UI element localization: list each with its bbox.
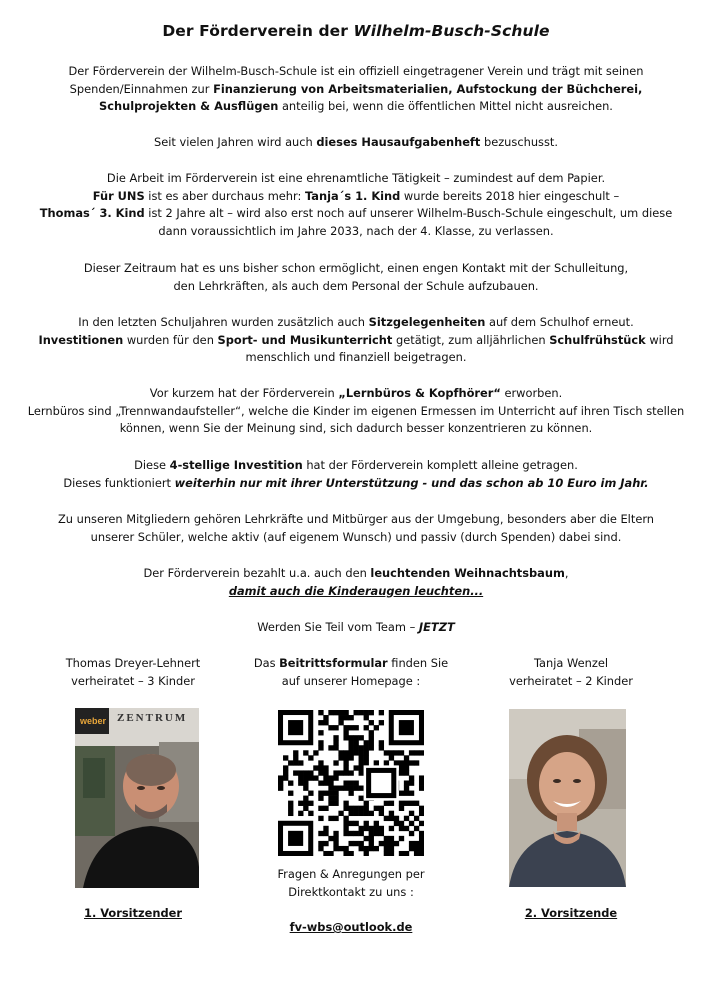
lernbueros-text: Vor kurzem hat der Förderverein <box>149 386 339 400</box>
intro-paragraph <box>24 63 688 116</box>
investments-bold-sport: Sport- und Musikunterricht <box>217 332 393 347</box>
tree-text: Der Förderverein bezahlt u.a. auch den <box>143 566 371 580</box>
right-person-status: verheiratet – 2 Kinder <box>509 673 633 688</box>
volunteer-paragraph <box>24 170 688 240</box>
left-person-photo <box>75 708 199 888</box>
right-person-role <box>478 905 664 923</box>
investment-bold: 4-stellige Investition <box>169 458 303 472</box>
investment-support-bold: weiterhin nur mit ihrer Unterstützung - und das schon ab 10 Euro im Jahr. <box>174 475 649 490</box>
contact-paragraph <box>24 260 688 295</box>
members-line-1: Zu unseren Mitgliedern gehören Lehrkräfte und Mitbürger aus der Umgebung, besonders aber die Eltern <box>57 512 655 526</box>
volunteer-text-3: ist 2 Jahre alt – wird also erst noch auf unserer Wilhelm-Busch-Schule eingeschult, um diese dann voraussichtlich im Jahre 2033, nach der 4. Klasse, zu verlassen. <box>144 206 673 238</box>
homework-paragraph <box>24 134 688 152</box>
join-text: Werden Sie Teil vom Team – <box>257 620 419 634</box>
title-text: Der Förderverein der <box>162 22 354 40</box>
investments-bold-seats: Sitzgelegenheiten <box>368 315 486 329</box>
intro-bold: Finanzierung von Arbeitsmaterialien, Aufstockung der Büchcherei, Schulprojekten & Ausflügen <box>99 81 643 113</box>
investments-text-2: auf dem Schulhof erneut. <box>485 315 634 329</box>
right-person-role-text: 2. Vorsitzende <box>524 906 618 920</box>
right-person-info <box>478 655 664 690</box>
intro-text-end: anteilig bei, wenn die öffentlichen Mittel nicht ausreichen. <box>278 99 613 113</box>
volunteer-bold-uns: Für UNS <box>92 188 145 203</box>
members-paragraph <box>24 511 688 546</box>
left-photo-sign-weber: weber <box>80 716 107 726</box>
tree-underlined: damit auch die Kinderaugen leuchten... <box>228 583 484 598</box>
investments-bold: Investitionen <box>38 332 124 347</box>
investments-paragraph <box>24 314 688 367</box>
lernbueros-bold: „Lernbüros & Kopfhörer“ <box>338 386 501 400</box>
investment-paragraph <box>24 457 688 492</box>
volunteer-bold-thomas: Thomas´ 3. Kind <box>39 206 145 220</box>
tree-bold: leuchtenden Weihnachtsbaum <box>370 566 565 580</box>
page-title <box>0 22 712 40</box>
homework-text-end: bezuschusst. <box>480 135 558 149</box>
investments-text-3: wurden für den <box>123 332 218 347</box>
investments-bold-breakfast: Schulfrühstück <box>549 332 646 347</box>
lernbueros-description: Lernbüros sind „Trennwandaufsteller“, welche die Kinder im eigenen Ermessen im Unterricht auf ihren Tisch stellen können, wenn Sie der Meinung sind, sich dadurch besser konzentrieren zu können. <box>27 403 685 435</box>
homework-text: Seit vielen Jahren wird auch <box>154 135 317 149</box>
email-link[interactable]: fv-wbs@outlook.de <box>289 920 413 934</box>
center-email <box>240 919 462 937</box>
tree-comma: , <box>564 566 569 580</box>
left-person-name: Thomas Dreyer-Lehnert <box>65 656 201 670</box>
left-person-role <box>40 905 226 923</box>
contact-line-2: den Lehrkräften, als auch dem Personal der Schule aufzubauen. <box>173 278 539 293</box>
left-person-photo-image <box>75 708 199 888</box>
investment-text: Diese <box>134 458 170 472</box>
center-questions-line-1: Fragen & Anregungen per <box>277 867 425 881</box>
left-photo-sign-zentrum: ZENTRUM <box>117 712 188 724</box>
center-questions-line-2: Direktkontakt zu uns : <box>288 884 414 899</box>
qr-code[interactable] <box>278 710 424 856</box>
left-person-status: verheiratet – 3 Kinder <box>71 673 195 688</box>
contact-line-1: Dieser Zeitraum hat es uns bisher schon ermöglicht, einen engen Kontakt mit der Schulleitung, <box>83 261 629 275</box>
title-school-name: Wilhelm-Busch-Schule <box>353 22 550 40</box>
lernbueros-text-2: erworben. <box>500 386 563 400</box>
center-info <box>240 655 462 690</box>
homework-bold: dieses Hausaufgabenheft <box>316 135 481 149</box>
center-text-2: finden Sie <box>387 656 449 670</box>
center-text: Das <box>253 656 280 670</box>
center-bold: Beitrittsformular <box>279 656 388 670</box>
members-line-2: unserer Schüler, welche aktiv (auf eigenem Wunsch) und passiv (durch Spenden) dabei sind. <box>90 529 622 544</box>
investments-text-5: wird menschlich und finanziell beigetragen. <box>245 332 674 364</box>
join-paragraph <box>24 619 688 637</box>
investment-text-2: hat der Förderverein komplett alleine getragen. <box>302 458 578 472</box>
right-person-name: Tanja Wenzel <box>533 656 608 670</box>
left-person-info <box>40 655 226 690</box>
intro-text: Der Förderverein der Wilhelm-Busch-Schule ist ein offiziell eingetragener Verein und trägt mit seinen Spenden/Einnahmen zur <box>68 64 644 96</box>
lernbueros-paragraph <box>24 385 688 438</box>
left-person-role-text: 1. Vorsitzender <box>84 906 182 920</box>
volunteer-text: ist es aber durchaus mehr: <box>144 188 305 203</box>
join-now: JETZT <box>418 620 455 634</box>
center-questions <box>240 866 462 901</box>
investments-text: In den letzten Schuljahren wurden zusätzlich auch <box>78 315 369 329</box>
tree-paragraph <box>24 565 688 600</box>
volunteer-bold-tanja: Tanja´s 1. Kind <box>304 188 401 203</box>
volunteer-line-1: Die Arbeit im Förderverein ist eine ehrenamtliche Tätigkeit – zumindest auf dem Papier. <box>106 171 606 185</box>
investment-text-3: Dieses funktioniert <box>63 475 175 490</box>
right-person-photo <box>509 709 626 887</box>
right-person-photo-image <box>509 709 626 887</box>
investments-text-4: getätigt, zum alljährlichen <box>392 332 550 347</box>
center-homepage-text: auf unserer Homepage : <box>281 673 421 688</box>
volunteer-text-2: wurde bereits 2018 hier eingeschult – <box>400 188 620 203</box>
